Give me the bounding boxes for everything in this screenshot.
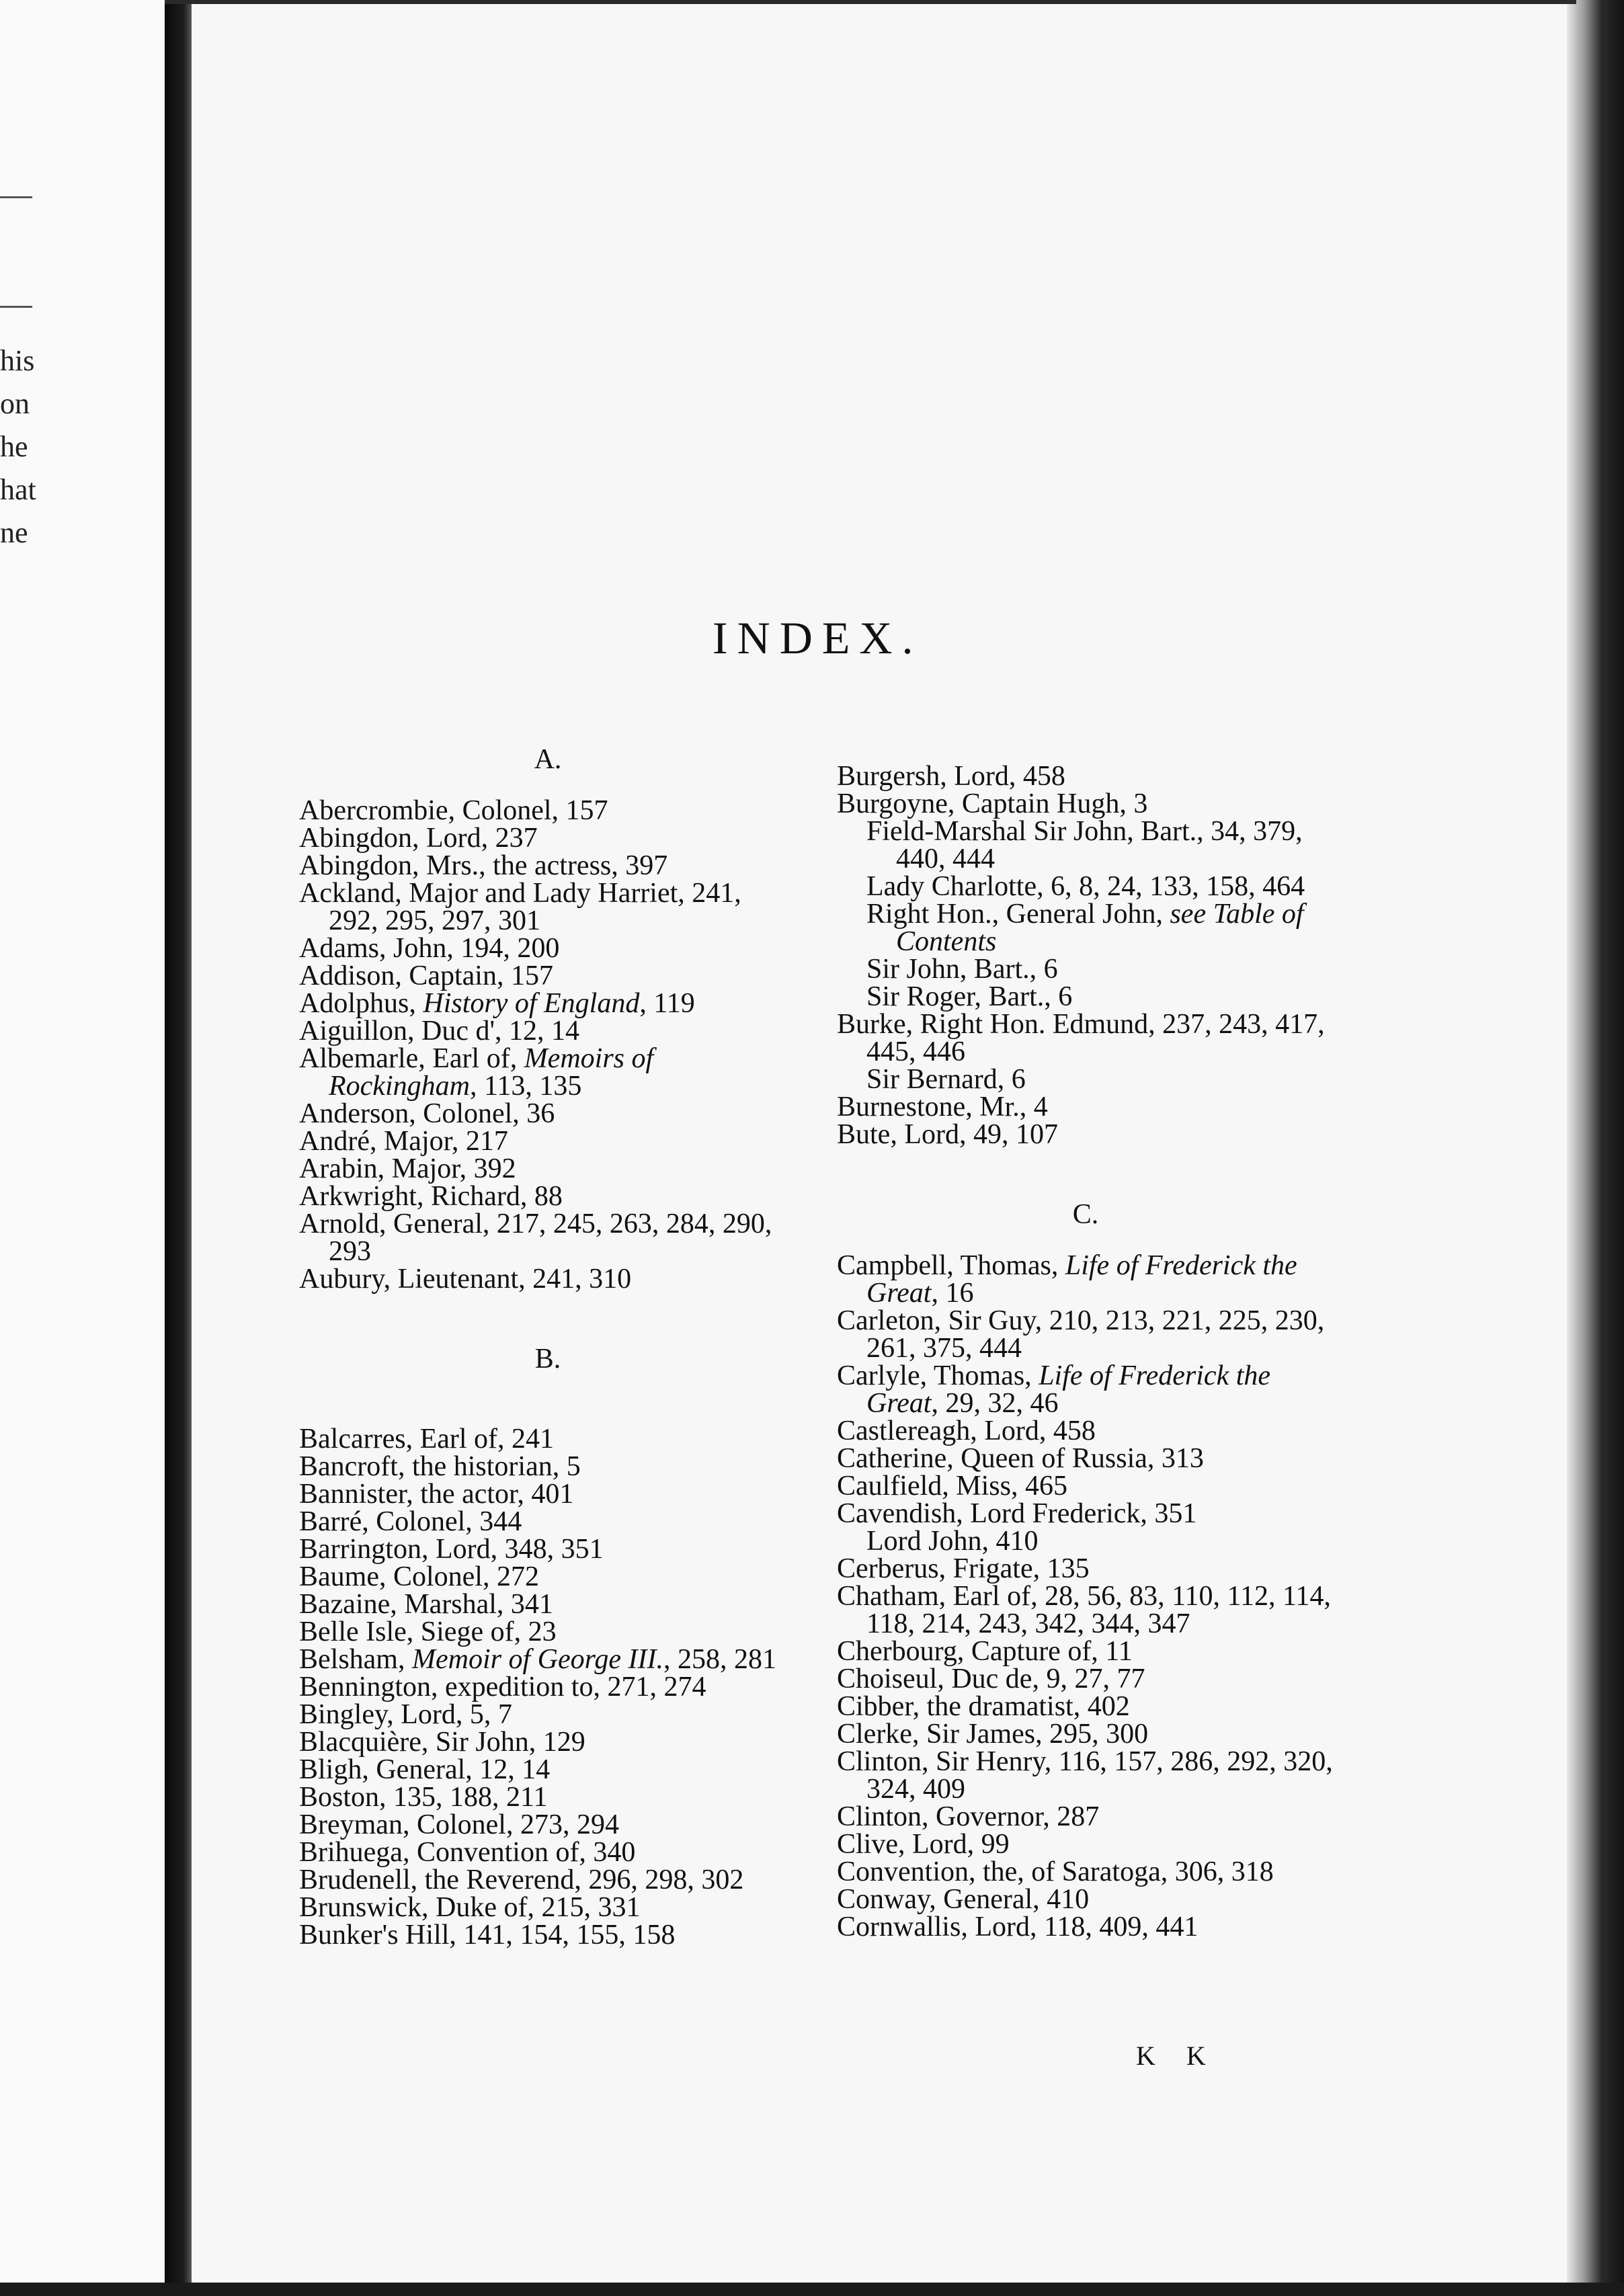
index-entry: Clinton, Sir Henry, 116, 157, 286, 292, 320, 324, 409 bbox=[837, 1746, 1333, 1805]
index-column-right bbox=[837, 763, 1334, 1941]
index-entry: André, Major, 217 bbox=[299, 1126, 508, 1157]
index-entry: Arabin, Major, 392 bbox=[299, 1153, 516, 1184]
index-subentry: Field-Marshal Sir John, Bart., 34, 379, 440, 444 bbox=[866, 816, 1303, 874]
index-entry: Convention, the, of Saratoga, 306, 318 bbox=[837, 1856, 1274, 1887]
index-subentries bbox=[837, 1066, 1334, 1094]
index-entry: Conway, General, 410 bbox=[837, 1884, 1090, 1915]
index-entry: Cornwallis, Lord, 118, 409, 441 bbox=[837, 1912, 1199, 1942]
page-edge bbox=[1567, 0, 1624, 2296]
index-subentries bbox=[837, 818, 1334, 1011]
index-entry: Brudenell, the Reverend, 296, 298, 302 bbox=[299, 1864, 744, 1895]
index-entry: Abercrombie, Colonel, 157 bbox=[299, 795, 608, 826]
previous-page-fragment: on bbox=[0, 387, 30, 420]
index-entry: Clive, Lord, 99 bbox=[837, 1829, 1010, 1860]
index-entry: Cavendish, Lord Frederick, 351 bbox=[837, 1498, 1197, 1529]
index-entry: Burgersh, Lord, 458 bbox=[837, 761, 1065, 792]
index-entry: Arkwright, Richard, 88 bbox=[299, 1181, 563, 1212]
index-entry: Belle Isle, Siege of, 23 bbox=[299, 1616, 557, 1647]
binding-shadow bbox=[165, 0, 192, 2296]
index-entry: Albemarle, Earl of, Memoirs of Rockingham, 113, 135 bbox=[299, 1043, 654, 1102]
index-entry: Belsham, Memoir of George III., 258, 281 bbox=[299, 1644, 776, 1675]
index-entry: Bute, Lord, 49, 107 bbox=[837, 1119, 1058, 1150]
index-entry: Brihuega, Convention of, 340 bbox=[299, 1837, 636, 1868]
index-entry: Breyman, Colonel, 273, 294 bbox=[299, 1809, 619, 1840]
index-entry: Brunswick, Duke of, 215, 331 bbox=[299, 1892, 641, 1923]
index-entry: Baume, Colonel, 272 bbox=[299, 1561, 539, 1592]
index-entry: Clerke, Sir James, 295, 300 bbox=[837, 1719, 1149, 1750]
index-entry: Boston, 135, 188, 211 bbox=[299, 1782, 548, 1813]
previous-page-rule bbox=[0, 306, 32, 308]
index-entry: Adams, John, 194, 200 bbox=[299, 933, 560, 964]
page-top-edge bbox=[165, 0, 1576, 4]
index-entry: Catherine, Queen of Russia, 313 bbox=[837, 1443, 1204, 1474]
page-title: INDEX. bbox=[713, 612, 923, 663]
index-entry: Bannister, the actor, 401 bbox=[299, 1479, 574, 1510]
section-heading-b: B. bbox=[534, 1344, 561, 1375]
index-entry: Bingley, Lord, 5, 7 bbox=[299, 1699, 512, 1730]
index-entry: Barré, Colonel, 344 bbox=[299, 1506, 522, 1537]
index-subentries bbox=[837, 1528, 1334, 1555]
index-subentry: Right Hon., General John, see Table of Contents bbox=[866, 899, 1304, 957]
index-entry: Cerberus, Frigate, 135 bbox=[837, 1553, 1090, 1584]
index-entry: Arnold, General, 217, 245, 263, 284, 290, 293 bbox=[299, 1208, 772, 1267]
index-column-left bbox=[299, 746, 797, 1949]
index-subentry: Sir John, Bart., 6 bbox=[866, 954, 1058, 985]
index-entry: Clinton, Governor, 287 bbox=[837, 1801, 1100, 1832]
signature-mark: K K bbox=[1136, 2041, 1218, 2071]
index-entry: Bancroft, the historian, 5 bbox=[299, 1451, 581, 1482]
index-entry: Balcarres, Earl of, 241 bbox=[299, 1424, 555, 1454]
index-entry: Carleton, Sir Guy, 210, 213, 221, 225, 230, 261, 375, 444 bbox=[837, 1305, 1325, 1364]
index-entry: Campbell, Thomas, Life of Frederick the Great, 16 bbox=[837, 1250, 1297, 1309]
index-entry: Cherbourg, Capture of, 11 bbox=[837, 1636, 1133, 1667]
index-entry: Aubury, Lieutenant, 241, 310 bbox=[299, 1264, 632, 1295]
section-heading-c: C. bbox=[1072, 1199, 1099, 1230]
index-entry: Bennington, expedition to, 271, 274 bbox=[299, 1672, 706, 1703]
index-entry: Aiguillon, Duc d', 12, 14 bbox=[299, 1016, 580, 1047]
index-entry: Burnestone, Mr., 4 bbox=[837, 1092, 1048, 1122]
index-entry: Abingdon, Mrs., the actress, 397 bbox=[299, 850, 668, 881]
index-entry: Carlyle, Thomas, Life of Frederick the Great, 29, 32, 46 bbox=[837, 1360, 1271, 1419]
previous-page-fragment: ne bbox=[0, 516, 28, 549]
index-subentry: Lady Charlotte, 6, 8, 24, 133, 158, 464 bbox=[866, 871, 1305, 902]
index-entry: Burke, Right Hon. Edmund, 237, 243, 417, 445, 446 bbox=[837, 1009, 1325, 1067]
index-entry: Cibber, the dramatist, 402 bbox=[837, 1691, 1130, 1722]
index-entry: Addison, Captain, 157 bbox=[299, 960, 553, 991]
index-subentry: Sir Bernard, 6 bbox=[866, 1064, 1026, 1095]
index-entry: Choiseul, Duc de, 9, 27, 77 bbox=[837, 1664, 1145, 1694]
index-entry: Burgoyne, Captain Hugh, 3 bbox=[837, 788, 1148, 819]
previous-page-fragment: hat bbox=[0, 473, 36, 506]
section-heading-a: A. bbox=[534, 744, 562, 775]
index-entry: Chatham, Earl of, 28, 56, 83, 110, 112, 114, 118, 214, 243, 342, 344, 347 bbox=[837, 1581, 1331, 1639]
index-entry: Abingdon, Lord, 237 bbox=[299, 823, 538, 854]
index-entry: Adolphus, History of England, 119 bbox=[299, 988, 695, 1019]
index-entry: Blacquière, Sir John, 129 bbox=[299, 1727, 585, 1758]
previous-page-rule bbox=[0, 196, 32, 198]
index-entry: Bligh, General, 12, 14 bbox=[299, 1754, 551, 1785]
page-bottom-edge bbox=[0, 2283, 1624, 2296]
previous-page-fragment: his bbox=[0, 344, 35, 377]
index-entry: Bunker's Hill, 141, 154, 155, 158 bbox=[299, 1920, 676, 1951]
index-entry: Bazaine, Marshal, 341 bbox=[299, 1589, 553, 1620]
index-subentry: Sir Roger, Bart., 6 bbox=[866, 981, 1073, 1012]
index-entry: Castlereagh, Lord, 458 bbox=[837, 1416, 1096, 1446]
index-entry: Ackland, Major and Lady Harriet, 241, 292, 295, 297, 301 bbox=[299, 878, 741, 936]
previous-page-fragment: he bbox=[0, 430, 28, 463]
index-subentry: Lord John, 410 bbox=[866, 1526, 1039, 1557]
index-entry: Caulfield, Miss, 465 bbox=[837, 1471, 1067, 1502]
index-entry: Barrington, Lord, 348, 351 bbox=[299, 1534, 604, 1565]
index-entry: Anderson, Colonel, 36 bbox=[299, 1098, 555, 1129]
